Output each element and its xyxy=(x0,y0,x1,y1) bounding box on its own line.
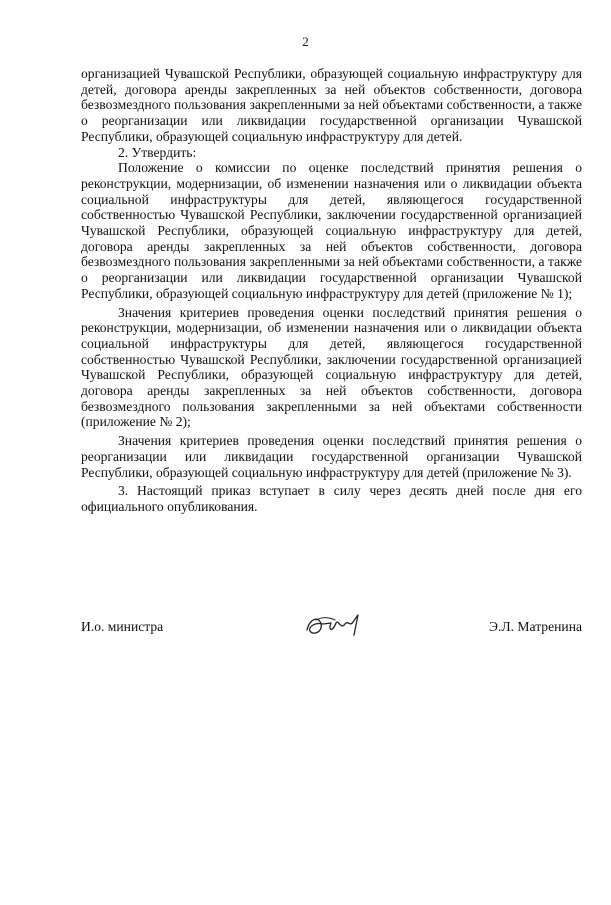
paragraph-approve-heading: 2. Утвердить: xyxy=(118,144,197,160)
document-body xyxy=(81,66,582,515)
paragraph-effective-date: 3. Настоящий приказ вступает в силу через десять дней после дня его официального опубликования. xyxy=(81,483,582,514)
signatory-position: И.о. министра xyxy=(81,619,164,634)
handwritten-signature xyxy=(301,610,373,642)
paragraph-commission-regulation: Положение о комиссии по оценке последствий принятия решения о реконструкции, модернизации, об изменении назначения или о ликвидации объекта социальной инфраструктуры для детей, являющегося государственной собственностью Чувашской Республики, заключении государственной организацией Чувашской Республики, образующей социальную инфраструктуру для детей, договора аренды закрепленных за ней объектов собственности, договора безвозмездного пользования закрепленными за ней объектами собственности, а также о реорганизации или ликвидации государственной организации Чувашской Республики, образующей социальную инфраструктуру для детей (приложение № 1); xyxy=(81,160,582,301)
signatory-name: Э.Л. Матренина xyxy=(489,619,582,634)
paragraph-criteria-appendix-3: Значения критериев проведения оценки последствий принятия решения о реорганизации или ликвидации государственной организации Чувашской Республики, образующей социальную инфраструктуру для детей (приложение № 3). xyxy=(81,433,582,480)
signature-block xyxy=(81,610,582,644)
page-number: 2 xyxy=(302,34,309,49)
paragraph-continuation: организацией Чувашской Республики, образующей социальную инфраструктуру для детей, договора аренды закрепленных за ней объектов собственности, договора безвозмездного пользования закрепленными за ней объектами собственности, а также о реорганизации или ликвидации государственной организации Чувашской Республики, образующей социальную инфраструктуру для детей. xyxy=(81,66,582,144)
paragraph-criteria-appendix-2: Значения критериев проведения оценки последствий принятия решения о реконструкции, модернизации, об изменении назначения или о ликвидации объекта социальной инфраструктуры для детей, являющегося государственной собственностью Чувашской Республики, заключении государственной организацией Чувашской Республики, образующей социальную инфраструктуру для детей, договора аренды закрепленных за ней объектов собственности, договора безвозмездного пользования закрепленными за ней объектами собственности (приложение № 2); xyxy=(81,304,582,430)
